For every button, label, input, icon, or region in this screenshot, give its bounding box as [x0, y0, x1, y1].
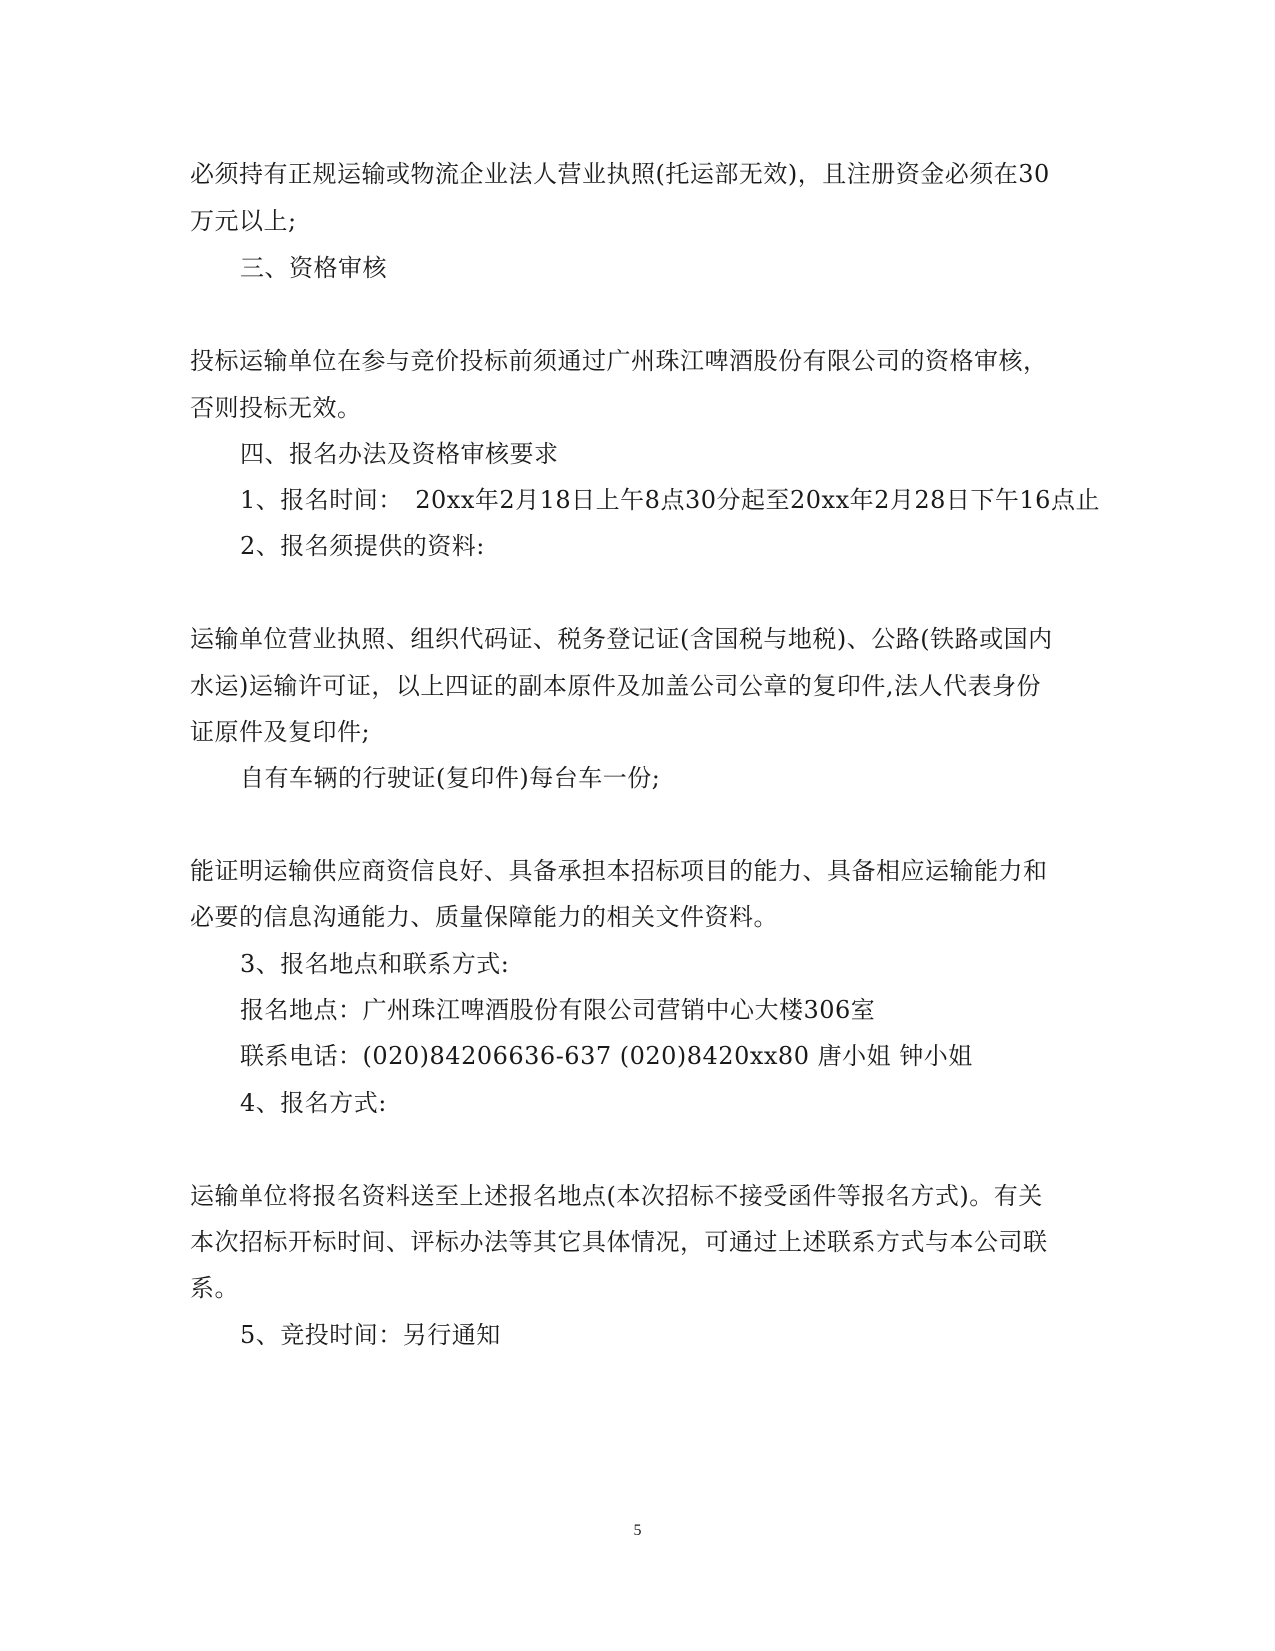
paragraph-line: 水运)运输许可证，以上四证的副本原件及加盖公司公章的复印件,法人代表身份	[190, 672, 1041, 700]
list-item: 5、竞投时间：另行通知	[240, 1321, 501, 1349]
section-heading: 三、资格审核	[240, 254, 387, 282]
paragraph-line: 自有车辆的行驶证(复印件)每台车一份;	[240, 764, 661, 792]
list-item: 4、报名方式:	[240, 1089, 387, 1117]
section-heading: 四、报名办法及资格审核要求	[240, 440, 559, 468]
paragraph-line: 必须持有正规运输或物流企业法人营业执照(托运部无效)，且注册资金必须在30	[190, 160, 1050, 188]
contact-address: 报名地点：广州珠江啤酒股份有限公司营销中心大楼306室	[240, 996, 876, 1024]
list-item: 3、报名地点和联系方式:	[240, 950, 510, 978]
paragraph-line: 本次招标开标时间、评标办法等其它具体情况，可通过上述联系方式与本公司联	[190, 1228, 1048, 1256]
page-number: 5	[633, 1522, 642, 1539]
paragraph-line: 必要的信息沟通能力、质量保障能力的相关文件资料。	[190, 903, 778, 931]
paragraph-line: 证原件及复印件;	[190, 718, 371, 746]
paragraph-line: 否则投标无效。	[190, 394, 362, 422]
paragraph-line: 运输单位营业执照、组织代码证、税务登记证(含国税与地税)、公路(铁路或国内	[190, 625, 1053, 653]
paragraph-line: 能证明运输供应商资信良好、具备承担本招标项目的能力、具备相应运输能力和	[190, 857, 1048, 885]
paragraph-line: 系。	[190, 1274, 239, 1302]
contact-phone: 联系电话：(020)84206636-637 (020)8420xx80 唐小姐 钟小姐	[240, 1042, 973, 1070]
paragraph-line: 运输单位将报名资料送至上述报名地点(本次招标不接受函件等报名方式)。有关	[190, 1182, 1043, 1210]
paragraph-line: 投标运输单位在参与竞价投标前须通过广州珠江啤酒股份有限公司的资格审核，	[190, 347, 1048, 375]
paragraph-line: 万元以上;	[190, 207, 297, 235]
list-item: 2、报名须提供的资料:	[240, 532, 485, 560]
list-item: 1、报名时间： 20xx年2月18日上午8点30分起至20xx年2月28日下午16点止	[240, 486, 1100, 514]
